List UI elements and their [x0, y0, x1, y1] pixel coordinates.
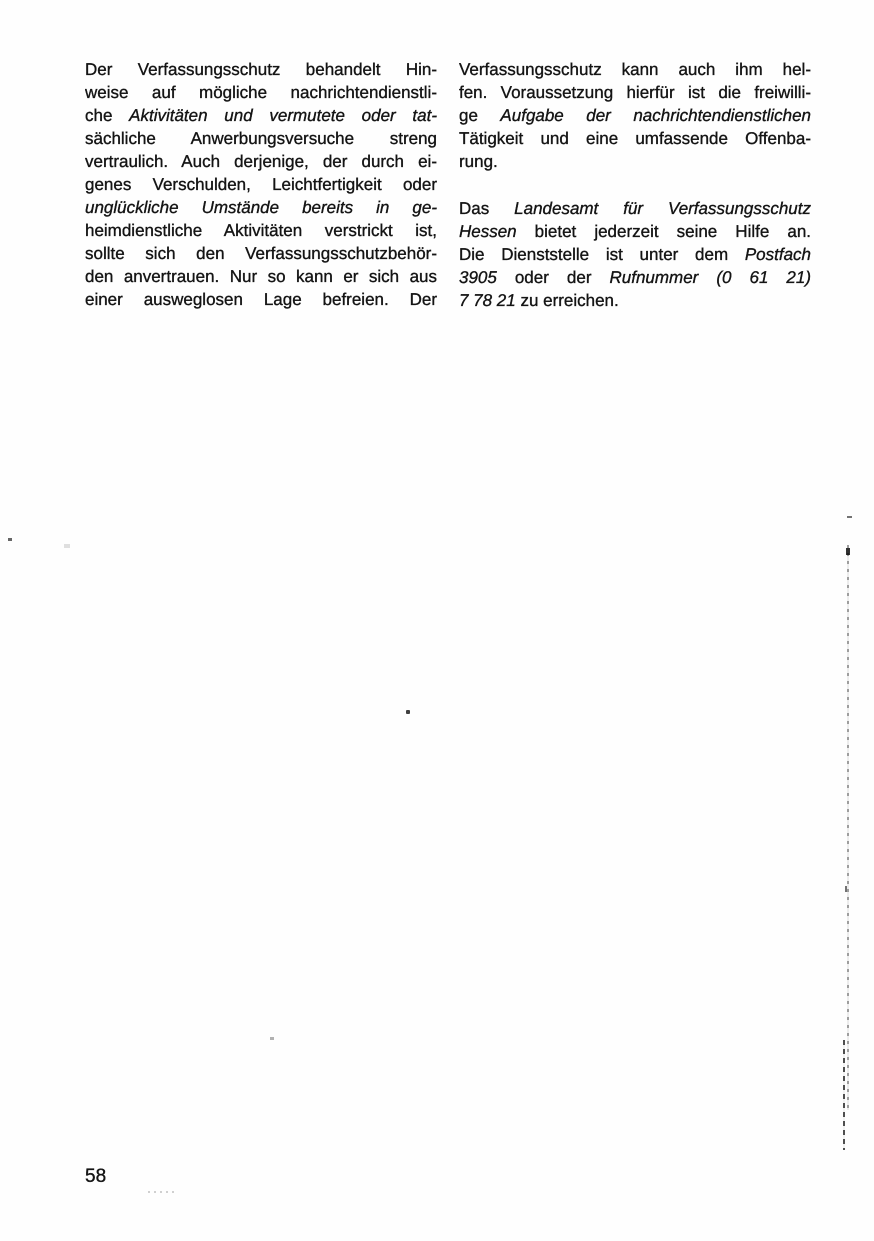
body-text: zu erreichen.	[515, 291, 619, 310]
text-line	[459, 220, 811, 243]
page-number: 58	[85, 1166, 107, 1187]
body-text: genes Verschulden, Leichtfertigkeit oder	[85, 175, 437, 194]
emphasized-text: Hessen	[459, 222, 517, 241]
scan-artifact-speck	[846, 548, 850, 555]
text-line	[459, 58, 811, 81]
emphasized-text: Aufgabe der nachrichtendienstlichen	[500, 106, 811, 125]
body-text: oder der	[496, 268, 610, 287]
text-line	[85, 242, 437, 265]
emphasized-text: Aktivitäten und vermutete oder tat-	[129, 106, 437, 125]
text-line	[85, 219, 437, 242]
body-text: che	[85, 106, 130, 125]
scan-artifact-speck	[148, 1191, 176, 1193]
paragraph	[85, 58, 437, 311]
body-text: Verfassungsschutz kann auch ihm hel-	[459, 60, 811, 79]
text-line	[85, 127, 437, 150]
text-line	[85, 58, 437, 81]
scan-artifact-speck	[845, 886, 847, 892]
body-text: weise auf mögliche nachrichtendienstli-	[85, 83, 437, 102]
text-line	[459, 127, 811, 150]
body-text: Das	[459, 199, 515, 218]
text-line	[459, 197, 811, 220]
body-text: den anvertrauen. Nur so kann er sich aus	[85, 267, 437, 286]
right-column	[459, 58, 811, 336]
paragraph	[459, 58, 811, 173]
emphasized-text: 3905	[459, 268, 497, 287]
scan-artifact-speck	[406, 710, 410, 714]
scan-artifact-speck	[270, 1037, 274, 1040]
text-line	[459, 81, 811, 104]
emphasized-text: Landesamt für Verfassungsschutz	[514, 199, 811, 218]
scan-artifact-dotted-line-2	[843, 1040, 845, 1150]
body-text: einer ausweglosen Lage befreien. Der	[85, 290, 437, 309]
emphasized-text: Rufnummer (0 61 21)	[609, 268, 811, 287]
body-text: Die Dienststelle ist unter dem	[459, 245, 745, 264]
body-text: Der Verfassungsschutz behandelt Hin-	[85, 60, 437, 79]
body-text: sächliche Anwerbungsversuche streng	[85, 129, 437, 148]
text-line	[459, 150, 811, 173]
body-text: sollte sich den Verfassungsschutzbehör-	[85, 244, 437, 263]
body-text: bietet jederzeit seine Hilfe an.	[516, 222, 811, 241]
body-text: heimdienstliche Aktivitäten verstrickt ist,	[85, 221, 437, 240]
emphasized-text: 7 78 21	[459, 291, 516, 310]
text-line	[459, 289, 811, 312]
emphasized-text: Postfach	[744, 245, 811, 264]
body-text: rung.	[459, 152, 498, 171]
left-column	[85, 58, 437, 335]
text-line	[85, 196, 437, 219]
body-text: Tätigkeit und eine umfassende Offenba-	[459, 129, 811, 148]
paragraph	[459, 197, 811, 312]
text-line	[459, 104, 811, 127]
body-text: vertraulich. Auch derjenige, der durch ei-	[85, 152, 437, 171]
text-line	[85, 173, 437, 196]
scan-artifact-speck	[64, 544, 70, 548]
scan-artifact-speck	[8, 538, 12, 541]
body-text: fen. Voraussetzung hierfür ist die freiwilli-	[459, 83, 811, 102]
text-line	[85, 81, 437, 104]
text-line	[85, 288, 437, 311]
text-line	[85, 265, 437, 288]
text-line	[459, 243, 811, 266]
body-text: ge	[459, 106, 501, 125]
text-line	[459, 266, 811, 289]
text-line	[85, 104, 437, 127]
scan-artifact-speck	[847, 516, 852, 518]
text-line	[85, 150, 437, 173]
scan-artifact-dotted-line	[847, 545, 849, 1110]
emphasized-text: unglückliche Umstände bereits in ge-	[85, 198, 437, 217]
